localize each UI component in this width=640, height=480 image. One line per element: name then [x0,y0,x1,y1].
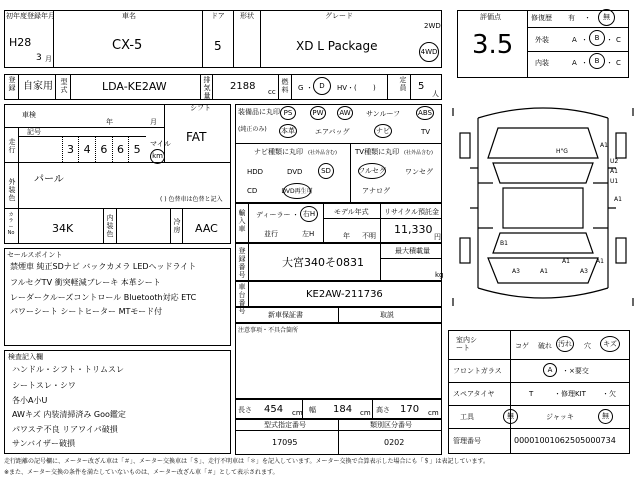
navi-dvd: DVD [287,168,303,176]
import-div2 [323,203,324,243]
dims-div1 [302,399,303,419]
int-b-circle [589,53,605,69]
import-div3 [380,203,381,243]
seat-stain [556,336,574,352]
max-load-line [380,258,442,259]
jack-none [598,409,613,424]
rt-line1 [448,359,630,360]
sales-points-label: セールスポイント [7,251,63,259]
spare-tire-none: ・欠 [602,390,616,398]
front-glass-label: フロントガラス [453,367,502,375]
ext-dot2: ・ [606,36,613,44]
int-c: C [616,59,621,67]
ext-c: C [616,36,621,44]
grade-label: グレード [325,12,353,20]
ext-color-label: 外装色 [8,178,16,202]
diag-code-a1-3: A1 [614,196,622,203]
int-dot1: ・ [581,59,588,67]
interior-seat-label: 室内シート [456,336,477,352]
navi-dvd-play-label: DVD再生可 [281,187,313,195]
length-label: 長さ [238,406,252,414]
ac-value: AAC [195,222,218,235]
spare-tire-label: スペアタイヤ [453,390,495,398]
navi-sd [318,163,334,179]
chassis-value: KE2AW-211736 [306,289,383,300]
score-row-line-1 [527,27,629,28]
row2-div8 [387,74,388,100]
import-inner-line [323,218,442,219]
max-load-div [380,243,381,281]
use-value: 自家用 [23,81,53,92]
tools-none [503,409,518,424]
row2-div5 [212,74,213,100]
seat-scratch [600,336,620,352]
eq-aw [337,106,353,120]
ac-label: 冷房 [173,218,181,234]
inspector-line-1: ハンドル・シフト・トリムスレ [12,365,124,374]
ext-b-circle [589,30,605,46]
ac-div [170,208,171,244]
navi-sd-label: SD [321,166,331,175]
import-dealer: ディーラー [256,211,291,219]
seat-scratch-label: キズ [603,339,617,348]
fuel-g: G [298,84,304,92]
model-value: LDA-KE2AW [102,80,167,93]
seat-tear: 破れ [538,342,552,350]
diag-code-u2: U2 [610,158,619,165]
warranty-label: 新車保証書 [268,311,303,319]
eq-pw [310,106,326,120]
diag-code-hg: H"G [556,148,568,155]
km-label: km [152,152,163,160]
mileage-digits [45,136,145,162]
navi-dvd-play [283,183,311,199]
sales-line-3: レーダークルーズコントロール Bluetooth対応 ETC [10,293,197,302]
displacement-value: 2188 [230,81,256,92]
front-glass-x: ・×要交 [562,367,589,375]
mile-label: マイル [150,140,171,148]
front-glass-a [543,363,557,377]
row2-div6 [278,74,279,100]
import-parallel: 並行 [264,230,278,238]
diag-code-b1: B1 [500,240,508,247]
tv-oneseg: ワンセグ [405,168,433,176]
ext-dot1: ・ [581,36,588,44]
row2-div3 [70,74,71,100]
shape-label: 形状 [240,12,254,20]
shift-label: シフト [190,104,211,112]
navi-tv-divider [350,143,351,203]
eq-navi [374,124,392,138]
navi-title: ナビ種類に丸印 [254,148,303,156]
eq-abs [416,106,434,120]
recycle-value: 11,330 [394,223,433,236]
eq-aw-label: AW [339,108,351,117]
repair-dot: ・ [584,14,591,22]
inspector-line-4: AWキズ 内装清掃済み Goo鑑定 [12,410,126,419]
drive-2wd: 2WD [424,22,441,30]
recycle-yen: 円 [434,233,441,241]
rt-line3 [448,405,630,406]
shift-value: FAT [186,130,207,144]
import-left-h: 左H [302,230,315,238]
notes-label: 注意事項・不具合箇所 [238,327,299,334]
row2-div9 [410,74,411,100]
repair-no-circle [598,9,615,26]
width-cm: cm [360,409,371,417]
fuel-dot: ・ [306,84,313,92]
drive-4wd-circle [419,42,439,62]
tools-label: 工具 [460,413,474,421]
interior-color-div2 [116,208,117,244]
first-reg-month-unit: 月 [45,55,52,63]
exterior-grade-label: 外装 [535,36,549,44]
interior-color-label: 内装色 [106,214,114,238]
manual-label: 取説 [380,311,394,319]
import-div1 [248,203,249,243]
import-dealer-dot: ・ [292,211,299,219]
inspector-label: 検査記入欄 [8,353,43,361]
eq-navi-label: ナビ [376,126,390,135]
reg-label: 登録 [8,76,16,92]
fuel-paren-close: ) [373,84,376,92]
height-value: 170 [400,404,420,415]
interior-grade-label: 内装 [535,59,549,67]
fuel-label: 燃料 [281,78,289,94]
footer-line-1: 走行距離の記号欄に、メーター改ざん車は「＃」、メーター交換車は「＄」、走行不明車は「＊」を記入しています。メーター交換で合算表示した場合にも「＄」は表記しています。 [4,458,490,465]
sales-line-4: パワーシート シートヒーター MTモード付 [10,307,163,316]
score-divider [527,10,528,78]
inspector-line-5: パワステ不良 リアワイパ破損 [12,425,118,434]
row2-div4 [200,74,201,100]
int-a: A [572,59,577,67]
fuel-d: D [319,81,325,90]
reg-no-label: 登録番号 [238,247,246,279]
car-diagram [448,88,638,328]
score-row-line-2 [527,51,629,52]
inspector-line-2: シートスレ・シワ [12,381,76,390]
capacity-label: 定員 [399,76,407,92]
width-value: 184 [333,404,353,415]
mileage-digit: 5 [128,136,145,162]
repair-no: 無 [603,13,610,21]
first-reg-month-num: 3 [36,53,42,63]
length-cm: cm [292,409,303,417]
color-no-div [18,208,19,244]
seat-hole: 穴 [584,342,591,350]
eq-abs-label: ABS [418,108,432,117]
diag-code-a1-5: A1 [596,258,604,265]
inspection-label: 車検 [22,111,36,119]
length-value: 454 [264,404,284,415]
model-year-label: モデル年式 [334,208,369,216]
interior-color-div [103,208,104,244]
capacity-value: 5 [418,81,425,92]
ext-b: B [594,33,600,42]
ext-a: A [572,36,577,44]
right-table-div [510,330,511,454]
ext-color-bottom-line [4,208,231,209]
repair-yes: 有 [568,14,575,22]
ext-color-div [18,162,19,208]
rt-line4 [448,428,630,429]
width-label: 幅 [309,406,316,414]
import-right-h-label: 右H [302,209,316,218]
spare-tire-kit: ・修理KIT [554,390,586,398]
ac-div2 [182,208,183,244]
ext-color-note: ( ) 色替車は色替と記入 [160,196,223,203]
cc-label: cc [268,88,276,96]
reg-no-value: 大宮340そ0831 [282,256,364,269]
eq-leather-label: 本革 [281,126,295,135]
navi-hdd: HDD [247,168,264,176]
eq-ps [280,106,296,120]
navi-note: (社外品含む) [308,150,337,156]
ext-color-value: パール [34,174,64,185]
mileage-label: 走行 [8,138,16,154]
diag-code-a1-2: A1 [610,168,618,175]
grade-value: XD L Package [296,39,378,53]
mileage-div [18,127,19,162]
dims-div2 [372,399,373,419]
mileage-digit [45,136,62,162]
type-cert-value: 17095 [272,438,298,447]
recycle-label: リサイクル預託金 [384,208,440,216]
diag-code-a3-1: A3 [512,268,520,275]
inspector-line-3: 各小A小U [12,396,48,405]
max-load-label: 最大積載量 [395,247,430,255]
chassis-label: 車台番号 [238,283,246,315]
score-label: 評価点 [480,13,501,21]
int-b: B [594,56,600,65]
eq-sunroof: サンルーフ [366,110,401,118]
color-no-label: カラーNo [7,212,15,236]
diag-code-a1-4: A1 [562,258,570,265]
model-year-unit: 年 [343,232,350,240]
equipment-title: 装備品に丸印 [238,108,280,116]
doors-value: 5 [214,39,222,53]
import-right-h [300,206,318,222]
tv-title: TV種類に丸印 [355,148,400,156]
control-label: 管理番号 [453,437,481,445]
diag-code-a1-6: A1 [540,268,548,275]
mileage-digit: 6 [95,136,112,162]
row2-div2 [55,74,56,100]
tv-fullseg [358,163,386,179]
repair-label: 修復歴 [531,14,552,22]
first-reg-label: 初年度登録年月 [6,12,55,20]
rt-line2 [448,382,630,383]
height-cm: cm [428,409,439,417]
cert-line [235,430,442,431]
diag-code-u1: U1 [610,178,619,185]
equipment-subtitle: (純正のみ) [238,126,267,133]
docs-div [338,307,339,323]
fuel-d-circle [313,77,331,95]
sales-line-1: 禁煙車 純正SDナビ バックカメラ LEDヘッドライト [10,262,197,271]
seat-koge: コゲ [515,342,529,350]
diag-code-a3-2: A3 [580,268,588,275]
height-label: 高さ [376,406,390,414]
mileage-digit: 6 [112,136,129,162]
seat-stain-label: 汚れ [558,339,572,348]
class-value: 0202 [384,438,405,447]
car-name-label: 車名 [122,12,136,20]
jack-label: ジャッキ [546,413,574,421]
class-label: 類別区分番号 [370,421,412,429]
cert-div [338,419,339,455]
first-reg-era: H28 [9,36,32,49]
fuel-hv: HV・( [337,84,357,92]
eq-pw-label: PW [312,108,324,117]
max-load-kg: kg [435,271,444,279]
car-name: CX-5 [112,38,143,53]
model-label: 型式 [60,78,68,94]
front-glass-a-label: A [547,365,553,374]
displacement-label: 排気量 [203,76,211,100]
model-year-unknown: 不明 [362,232,376,240]
tv-fullseg-label: フルセグ [358,166,386,175]
diag-code-a1-1: A1 [600,142,608,149]
mileage-digit: 4 [78,136,95,162]
doors-label: ドア [211,12,225,20]
row2-div7 [291,74,292,100]
inspection-year: 年 [106,118,113,126]
eq-airbag: エアバッグ [315,128,350,136]
import-label: 輸入車 [238,209,246,233]
capacity-unit: 人 [432,90,439,98]
inspector-line-6: サンバイザー破損 [12,439,76,448]
mileage-bottom-line [4,162,231,163]
tv-note: (社外品含む) [404,150,433,156]
spare-tire-t: T [529,390,534,398]
mileage-digits-label: 記号 [27,128,41,136]
mileage-digit: 3 [62,136,79,162]
row2-div1 [18,74,19,100]
navi-cd: CD [247,187,258,195]
control-value: 0000100106250500073​4 [514,436,616,445]
jack-none-label: 無 [602,412,609,420]
eq-ps-label: PS [283,108,293,117]
eq-tv: TV [421,128,431,136]
inspection-month: 月 [150,118,157,126]
footer-line-2: ※また、メーター交換の条件を満たしていないものは、メーター改ざん車「＃」として表示されます。 [4,469,279,476]
drive-4wd: 4WD [420,47,438,56]
eq-leather [279,124,297,138]
type-cert-label: 型式指定番号 [264,421,306,429]
tools-none-label: 無 [507,412,514,420]
score-value: 3.5 [472,30,514,60]
color-no-value: 34K [52,222,74,235]
sales-line-2: フルセグTV 衝突軽減ブレーキ 本革シート [10,278,161,287]
int-dot2: ・ [606,59,613,67]
tv-analog: アナログ [362,187,390,195]
